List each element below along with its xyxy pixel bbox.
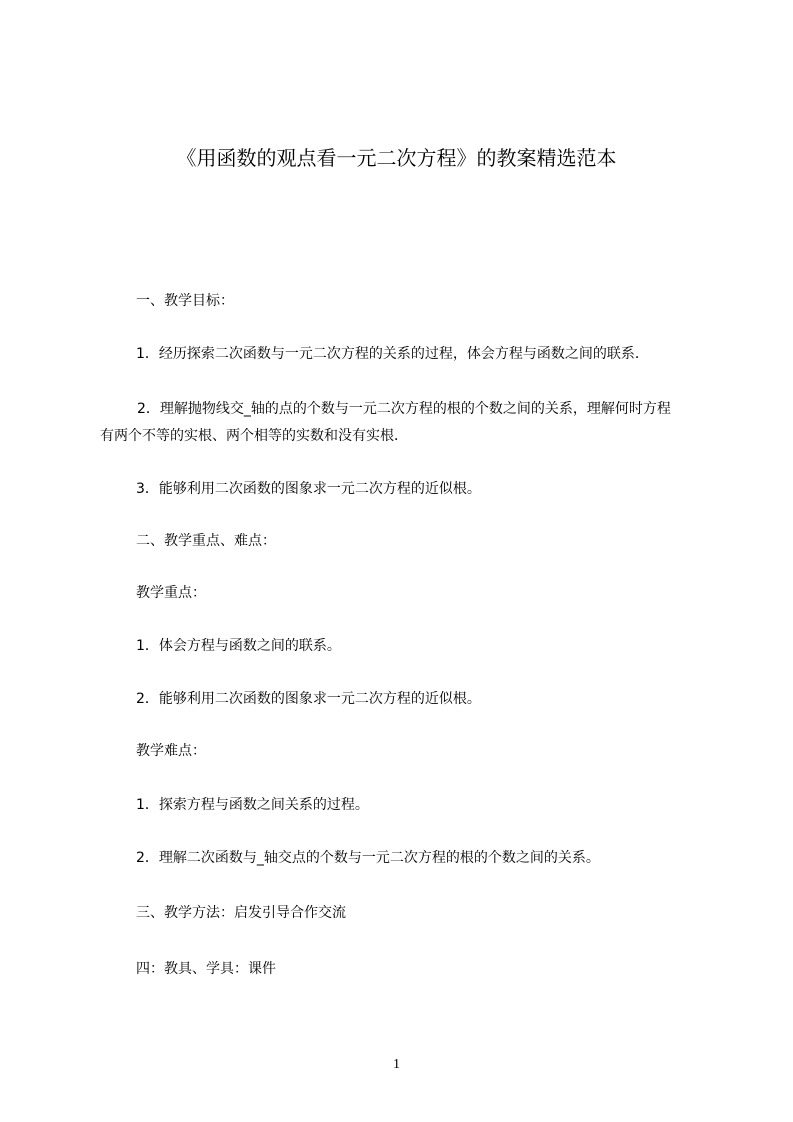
difficulty-item-1: 1．探索方程与函数之间关系的过程。 <box>136 797 369 813</box>
section-heading-methods: 三、教学方法：启发引导合作交流 <box>136 905 346 921</box>
objective-item-1: 1．经历探索二次函数与一元二次方程的关系的过程，体会方程与函数之间的联系． <box>136 346 649 362</box>
subheading-difficulties: 教学难点： <box>136 743 206 759</box>
section-heading-key-points: 二、教学重点、难点： <box>136 533 276 549</box>
key-point-item-2: 2．能够利用二次函数的图象求一元二次方程的近似根。 <box>136 691 481 707</box>
section-heading-objectives: 一、教学目标： <box>136 293 234 309</box>
objective-item-3: 3．能够利用二次函数的图象求一元二次方程的近似根。 <box>136 481 481 497</box>
difficulty-item-2: 2．理解二次函数与_轴交点的个数与一元二次方程的根的个数之间的关系。 <box>136 850 600 866</box>
section-heading-tools: 四：教具、学具：课件 <box>136 961 276 977</box>
objective-item-2: 2．理解抛物线交_轴的点的个数与一元二次方程的根的个数之间的关系，理解何时方程有两个不等的实根、两个相等的实数和没有实根． <box>100 401 671 444</box>
page-number: 1 <box>393 1057 400 1072</box>
key-point-item-1: 1．体会方程与函数之间的联系。 <box>136 638 341 654</box>
document-title: 《用函数的观点看一元二次方程》的教案精选范本 <box>176 146 617 170</box>
subheading-key-points: 教学重点： <box>136 585 206 601</box>
